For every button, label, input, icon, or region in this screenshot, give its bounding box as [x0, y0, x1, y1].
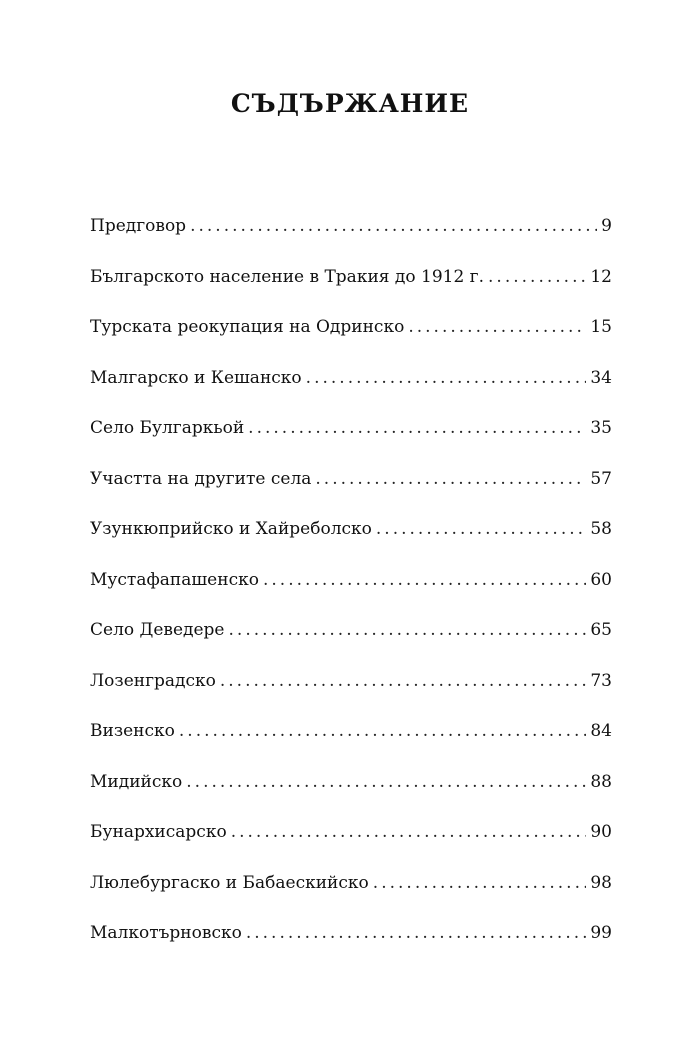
toc-page-number: 35	[590, 418, 612, 438]
toc-entry	[90, 869, 612, 920]
toc-entry	[90, 414, 612, 465]
toc-entry-label: Визенско	[90, 721, 175, 741]
toc-dot-leader	[179, 717, 586, 745]
toc-entry	[90, 364, 612, 415]
toc-entry-label: Малкотърновско	[90, 923, 242, 943]
toc-page-number: 9	[601, 216, 612, 236]
toc-dot-leader	[488, 263, 586, 291]
page-title: СЪДЪРЖАНИЕ	[230, 89, 470, 118]
toc-dot-leader	[246, 919, 587, 947]
toc-entry-label: Село Деведере	[90, 620, 225, 640]
toc-entry	[90, 616, 612, 667]
toc-dot-leader	[408, 313, 586, 341]
toc-dot-leader	[220, 667, 587, 695]
toc-entry	[90, 212, 612, 263]
toc-entry-label: Село Булгаркьой	[90, 418, 245, 438]
toc-entry	[90, 717, 612, 768]
table-of-contents	[90, 212, 612, 970]
toc-entry-label: Предговор	[90, 216, 187, 236]
toc-entry-label: Турската реокупация на Одринско	[90, 317, 405, 337]
toc-entry-label: Мидийско	[90, 771, 183, 792]
toc-entry	[90, 313, 612, 364]
toc-page-number: 73	[590, 670, 612, 691]
toc-dot-leader	[229, 616, 587, 644]
toc-page-number: 58	[590, 519, 612, 539]
toc-entry	[90, 919, 612, 970]
toc-page-number: 15	[590, 317, 612, 337]
toc-dot-leader	[190, 212, 597, 240]
toc-dot-leader	[306, 364, 587, 392]
toc-dot-leader	[315, 465, 586, 493]
toc-dot-leader	[376, 515, 586, 543]
toc-page-number: 65	[590, 620, 612, 640]
toc-dot-leader	[231, 818, 587, 846]
toc-entry-label: Малгарско и Кешанско	[90, 367, 302, 388]
toc-entry-label: Лозенградско	[90, 670, 216, 691]
toc-entry	[90, 818, 612, 869]
toc-entry-label: Българското население в Тракия до 1912 г.	[90, 266, 484, 287]
toc-entry-label: Узункюприйско и Хайреболско	[90, 519, 372, 539]
toc-dot-leader	[263, 566, 586, 594]
toc-dot-leader	[248, 414, 586, 442]
toc-page-number: 60	[590, 569, 612, 590]
toc-dot-leader	[186, 768, 586, 796]
toc-dot-leader	[373, 869, 587, 897]
toc-page-number: 98	[590, 872, 612, 893]
toc-page-number: 57	[590, 468, 612, 489]
toc-page-number: 88	[590, 771, 612, 792]
toc-page-number: 90	[590, 822, 612, 842]
toc-entry	[90, 515, 612, 566]
toc-entry-label: Люлебургаско и Бабаескийско	[90, 872, 369, 893]
toc-entry	[90, 263, 612, 314]
toc-page-number: 12	[590, 266, 612, 287]
toc-entry-label: Бунархисарско	[90, 822, 227, 842]
toc-entry	[90, 465, 612, 516]
toc-page-number: 34	[590, 367, 612, 388]
toc-entry	[90, 566, 612, 617]
toc-entry-label: Участта на другите села	[90, 468, 312, 489]
toc-entry-label: Мустафапашенско	[90, 569, 259, 590]
toc-entry	[90, 768, 612, 819]
toc-page-number: 99	[590, 923, 612, 943]
toc-page-number: 84	[590, 721, 612, 741]
toc-entry	[90, 667, 612, 718]
